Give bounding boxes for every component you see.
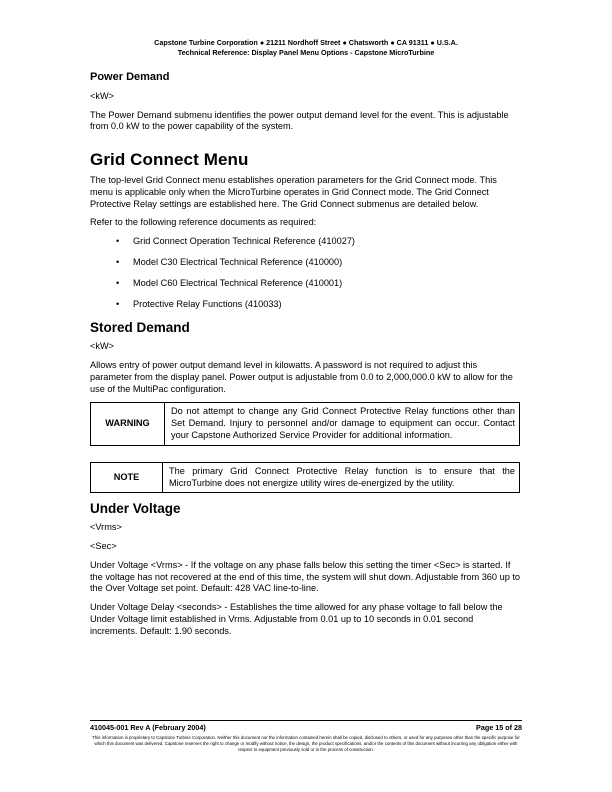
- footer-proprietary-notice: This information is proprietary to Capstone Turbine Corporation. Neither this document nor the information contained herein shall be copied, disclosed to others, or used for any purposes other than the specific purpose for which this document was delivered. Capstone reserves the right to change or modify without notice, the design, the product specifications, and/or the contents of this document without incurring any obligation either with respect to equipment previously sold or in the process of construction.: [92, 735, 520, 752]
- under-voltage-unit-sec: <Sec>: [90, 540, 117, 551]
- under-voltage-heading: Under Voltage: [90, 501, 181, 517]
- note-text: The primary Grid Connect Protective Relay function is to ensure that the MicroTurbine does not energize utility wires de-energized by the utility.: [163, 462, 520, 493]
- warning-box: [90, 402, 520, 445]
- reference-list: [90, 236, 520, 310]
- grid-connect-heading: Grid Connect Menu: [90, 150, 249, 170]
- footer-doc-id: 410045-001 Rev A (February 2004): [90, 723, 206, 732]
- power-demand-heading: Power Demand: [90, 71, 170, 83]
- stored-demand-heading: Stored Demand: [90, 320, 190, 336]
- reference-item: • Grid Connect Operation Technical Reference (410027): [90, 236, 520, 248]
- header-address: Capstone Turbine Corporation ● 21211 Nordhoff Street ● Chatsworth ● CA 91311 ● U.S.A.: [154, 38, 458, 47]
- stored-demand-body: Allows entry of power output demand level in kilowatts. A password is not required to adjust this parameter from the display panel. Power output is adjustable from 0.0 to 2,000,000.0 kW to allow for the use of the MultiPac configuration.: [90, 359, 513, 394]
- warning-text: Do not attempt to change any Grid Connect Protective Relay functions other than Set Demand. Injury to personnel and/or damage to equipment can occur. Contact your Capstone Authorized Service Provider for additional information.: [165, 403, 520, 445]
- power-demand-unit: <kW>: [90, 90, 114, 101]
- stored-demand-unit: <kW>: [90, 341, 114, 352]
- reference-item: • Protective Relay Functions (410033): [90, 299, 520, 311]
- footer-divider: [90, 720, 522, 721]
- reference-item: • Model C30 Electrical Technical Reference (410000): [90, 257, 520, 269]
- warning-label: WARNING: [91, 403, 165, 445]
- under-voltage-unit-vrms: <Vrms>: [90, 522, 122, 533]
- under-voltage-delay-body: Under Voltage Delay <seconds> - Establishes the time allowed for any phase voltage to fall below the Under Voltage limit established in Vrms. Adjustable from 0.01 up to 10 seconds in 0.01 second increments. Default: 1.90 seconds.: [90, 602, 503, 636]
- note-label: NOTE: [91, 462, 163, 493]
- grid-connect-refs-intro: Refer to the following reference documents as required:: [90, 217, 317, 228]
- header-doc-title: Technical Reference: Display Panel Menu Options - Capstone MicroTurbine: [177, 48, 435, 57]
- page-header: [0, 38, 612, 58]
- note-box: [90, 462, 520, 494]
- reference-item: • Model C60 Electrical Technical Reference (410001): [90, 278, 520, 290]
- footer-page-number: Page 15 of 28: [476, 723, 522, 732]
- under-voltage-body: Under Voltage <Vrms> - If the voltage on any phase falls below this setting the timer <Sec> is started. If the voltage has not recovered at the end of this time, the system will shut down. Adjustable from 360 up to the Over Voltage set point. Default: 428 VAC line-to-line.: [90, 559, 521, 594]
- page-content: [90, 72, 520, 645]
- power-demand-body: The Power Demand submenu identifies the power output demand level for the event. This is adjustable from 0.0 kW to the power capability of the system.: [90, 109, 509, 132]
- grid-connect-body: The top-level Grid Connect menu establishes operation parameters for the Grid Connect mode. This menu is applicable only when the MicroTurbine operates in Grid Connect mode. The Grid Connect Protective Relay settings are established here. The Grid Connect submenus are detailed below.: [90, 174, 497, 209]
